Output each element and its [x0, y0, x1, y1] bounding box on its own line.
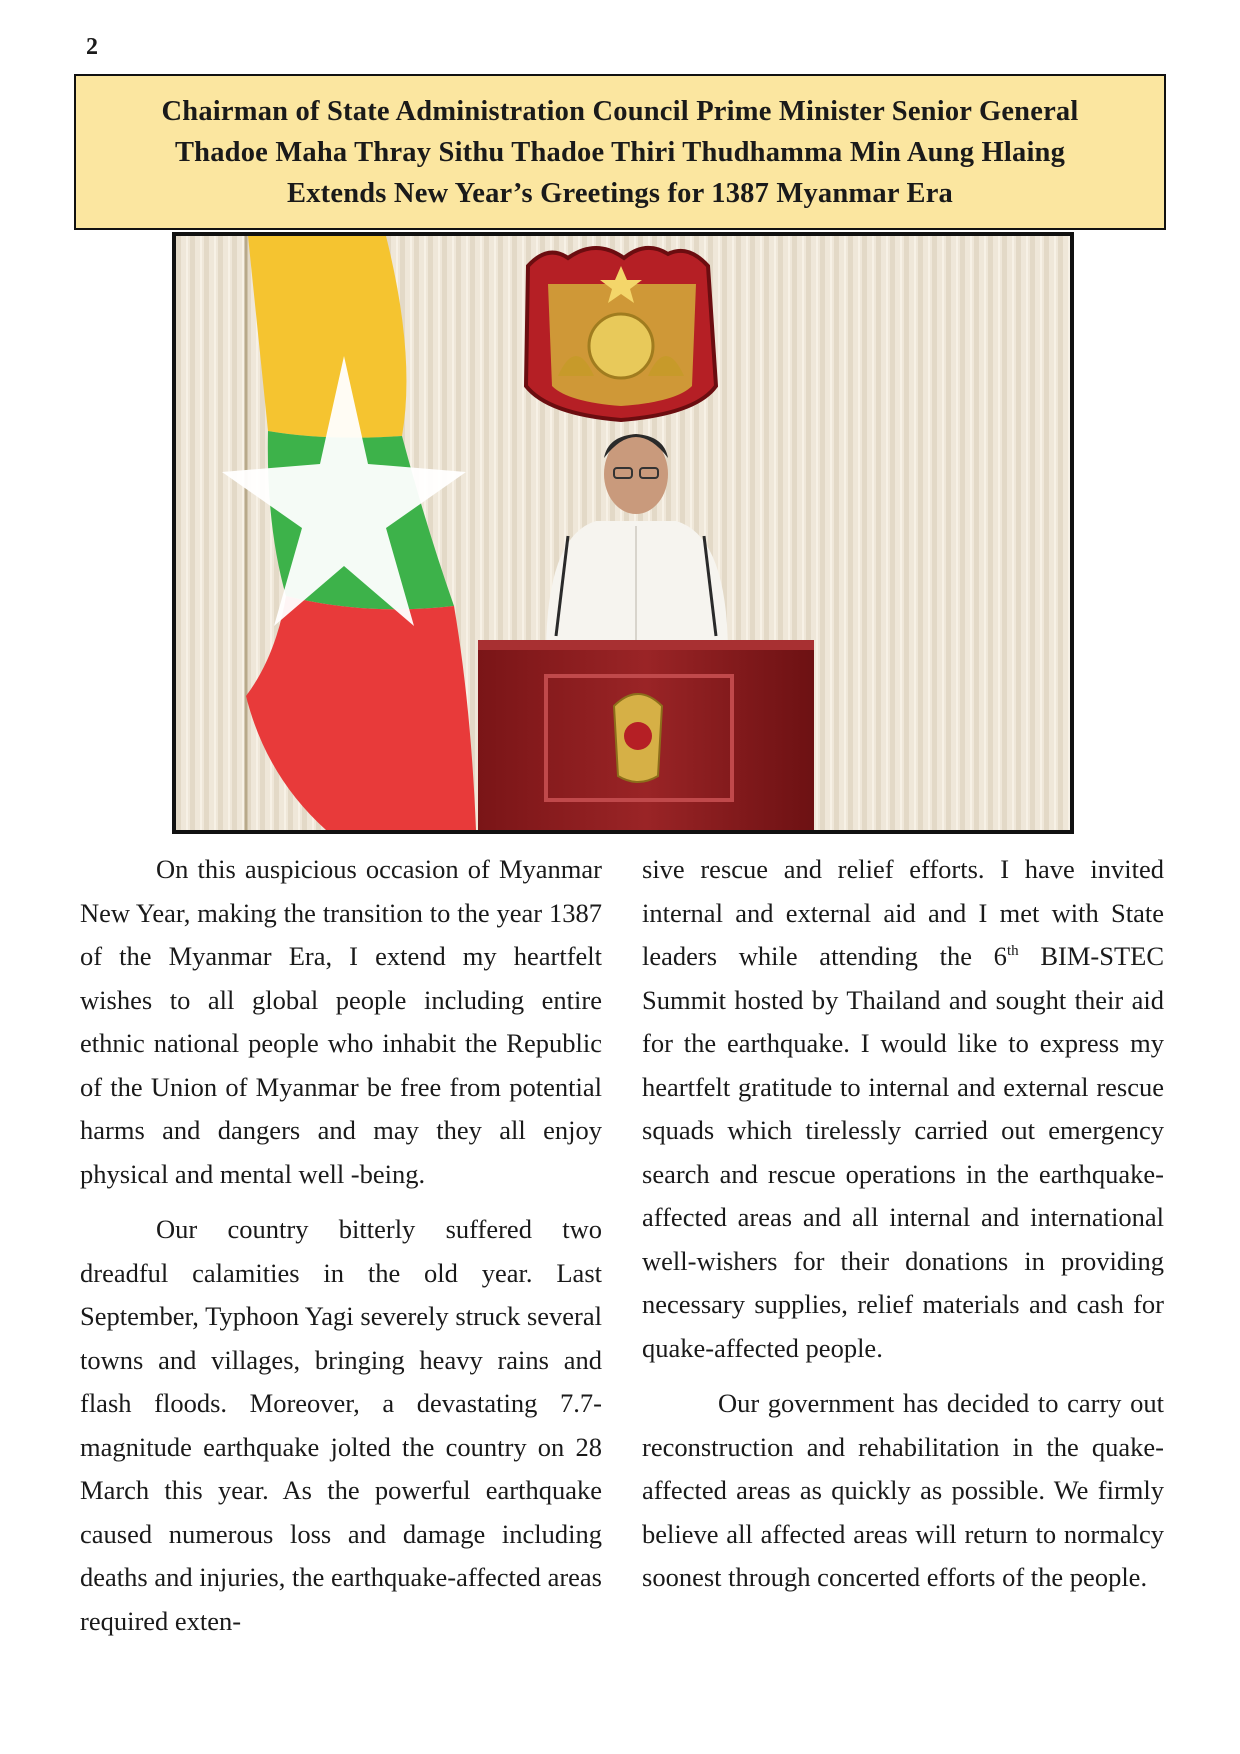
- headline-box: [74, 74, 1166, 230]
- headline-line-3: Extends New Year’s Greetings for 1387 Myanmar Era: [287, 177, 953, 209]
- article-column-left: [80, 848, 602, 1655]
- article-paragraph-3-part-c: STEC Summit hosted by Thailand and sought their aid for the earthquake. I would like to express my heartfelt gratitude to internal and external rescue squads which tirelessly carried out emergency search and rescue operations in the earthquake-affected areas and all internal and international well-wishers for their donations in providing necessary supplies, relief materials and cash for quake-affected people.: [642, 941, 1164, 1363]
- headline-line-2: Thadoe Maha Thray Sithu Thadoe Thiri Thudhamma Min Aung Hlaing: [174, 136, 1066, 168]
- podium: [478, 640, 814, 830]
- article-paragraph-2: Our country bitterly suffered two dreadful calamities in the old year. Last September, Typhoon Yagi severely struck several towns and villages, bringing heavy rains and flash floods. Moreover, a devastating 7.7-magnitude earthquake jolted the country on 28 March this year. As the powerful earthquake caused numerous loss and damage including deaths and injuries, the earthquake-affected areas required exten-: [80, 1214, 602, 1636]
- photo-illustration: [176, 236, 1070, 830]
- article-column-right: [642, 848, 1164, 1612]
- article-paragraph-1: On this auspicious occasion of Myanmar New Year, making the transition to the year 1387 of the Myanmar Era, I extend my heartfelt wishes to all global people including entire ethnic national people who inhabit the Republic of the Union of Myanmar be free from potential harms and dangers and may they all enjoy physical and mental well -being.: [80, 854, 602, 1189]
- article-photo: [172, 232, 1074, 834]
- article-paragraph-3-part-a: sive rescue and relief efforts. I have invited internal and external aid and I met with State leaders while attending the 6: [642, 854, 1164, 971]
- article-paragraph-4: Our government has decided to carry out reconstruction and rehabilitation in the quake-affected areas as quickly as possible. We firmly believe all affected areas will return to normalcy soonest through concerted efforts of the people.: [642, 1388, 1164, 1592]
- article-paragraph-3-part-b: BIM-: [1040, 941, 1100, 971]
- ordinal-suffix: th: [1006, 943, 1019, 960]
- headline-line-1: Chairman of State Administration Council Prime Minister Senior General: [161, 95, 1079, 127]
- article-paragraph-3: [642, 848, 1164, 1370]
- page-number: 2: [86, 34, 98, 60]
- state-emblem: [526, 248, 716, 420]
